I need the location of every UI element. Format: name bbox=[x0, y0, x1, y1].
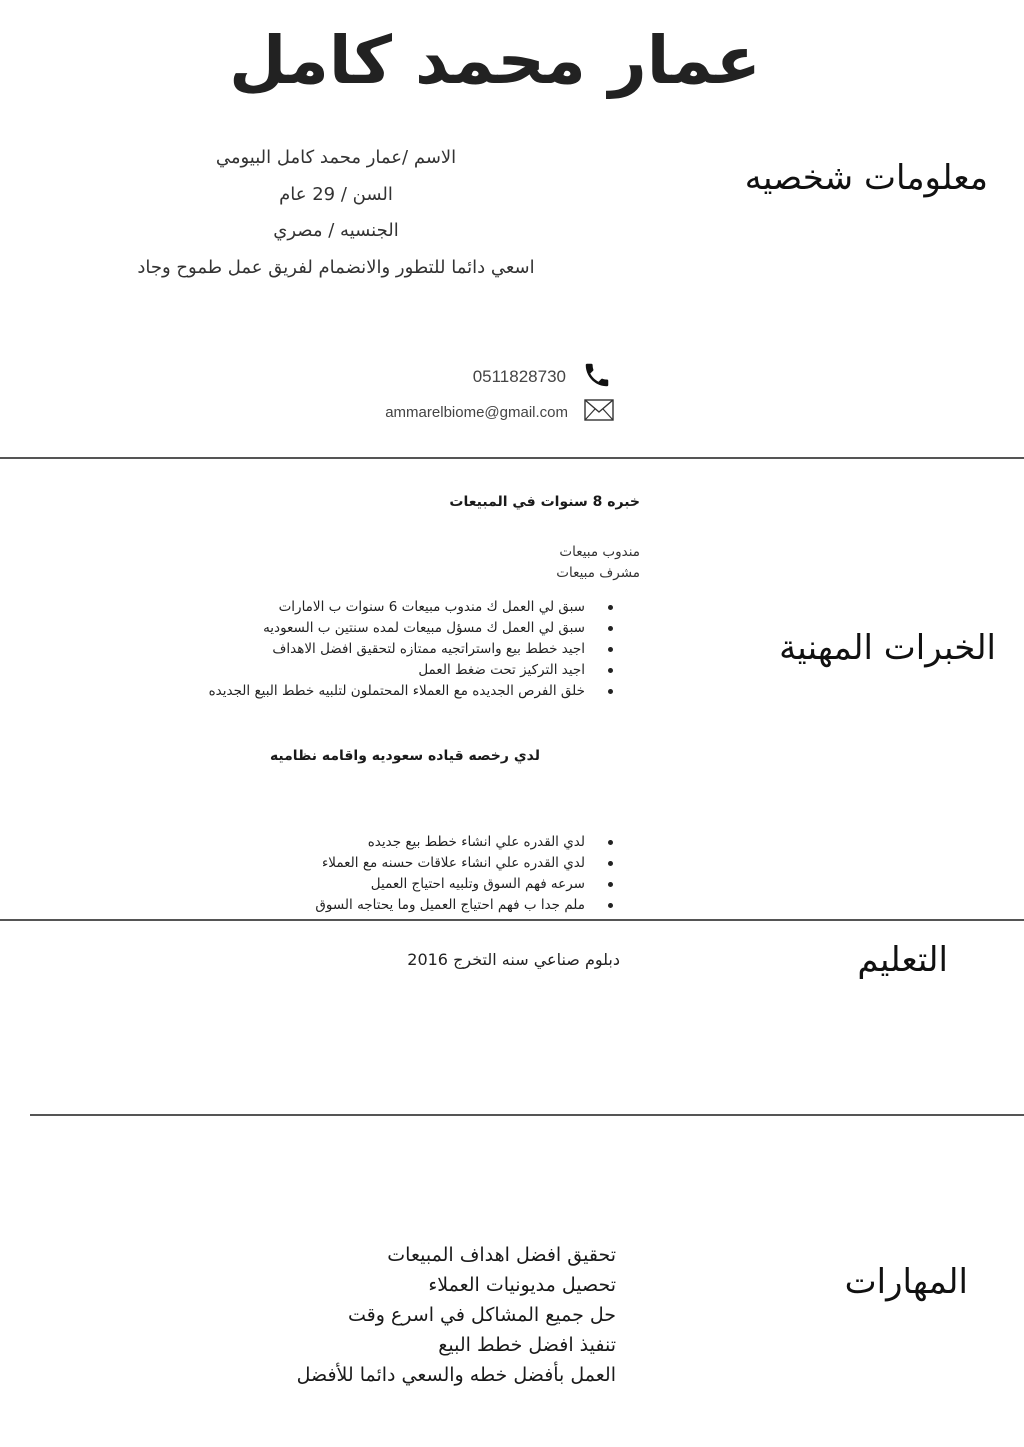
skill-item: تحصيل مديونيات العملاء bbox=[428, 1274, 616, 1296]
list-item: لدي القدره علي انشاء خطط بيع جديده bbox=[315, 832, 613, 853]
email-row bbox=[385, 399, 614, 425]
education-text: دبلوم صناعي سنه التخرج 2016 bbox=[407, 950, 620, 969]
personal-nationality-line: الجنسيه / مصري bbox=[273, 220, 399, 241]
phone-number[interactable]: 0511828730 bbox=[472, 367, 566, 386]
skill-item: تنفيذ افضل خطط البيع bbox=[438, 1334, 616, 1356]
experience-bullets bbox=[209, 597, 613, 702]
ability-bullets bbox=[315, 832, 613, 916]
envelope-icon bbox=[584, 399, 614, 425]
list-item: خلق الفرص الجديده مع العملاء المحتملون لتلبيه خطط البيع الجديده bbox=[209, 681, 613, 702]
list-item: اجيد خطط بيع واستراتجيه ممتازه لتحقيق افضل الاهداف bbox=[209, 639, 613, 660]
personal-objective-line: اسعي دائما للتطور والانضمام لفريق عمل طموح وجاد bbox=[137, 256, 535, 278]
section-divider bbox=[0, 919, 1024, 921]
license-heading: لدي رخصه قياده سعوديه واقامه نظاميه bbox=[269, 748, 540, 764]
personal-name-line: الاسم /عمار محمد كامل البيومي bbox=[215, 147, 457, 168]
skills-title: المهارات bbox=[844, 1262, 968, 1302]
experience-title: الخبرات المهنية bbox=[779, 628, 996, 668]
skills-list bbox=[297, 1240, 616, 1390]
experience-heading: خبره 8 سنوات في المبيعات bbox=[449, 494, 640, 510]
list-item: سبق لي العمل ك مندوب مبيعات 6 سنوات ب الامارات bbox=[209, 597, 613, 618]
personal-info-lines bbox=[96, 140, 576, 286]
skill-item: تحقيق افضل اهداف المبيعات bbox=[387, 1244, 616, 1266]
resume-name: عمار محمد كامل bbox=[229, 22, 761, 99]
role-item: مشرف مبيعات bbox=[556, 565, 640, 581]
list-item: سرعه فهم السوق وتلبيه احتياج العميل bbox=[315, 874, 613, 895]
list-item: لدي القدره علي انشاء علاقات حسنه مع العملاء bbox=[315, 853, 613, 874]
phone-row bbox=[473, 360, 612, 394]
roles-list bbox=[556, 542, 640, 584]
phone-icon bbox=[582, 360, 612, 394]
role-item: مندوب مبيعات bbox=[559, 544, 640, 560]
personal-age-line: السن / 29 عام bbox=[279, 183, 393, 205]
section-divider bbox=[30, 1114, 1024, 1116]
list-item: ملم جدا ب فهم احتياج العميل وما يحتاجه السوق bbox=[315, 895, 613, 916]
section-divider bbox=[0, 457, 1024, 459]
email-address[interactable]: ammarelbiome@gmail.com bbox=[385, 403, 568, 421]
skill-item: حل جميع المشاكل في اسرع وقت bbox=[348, 1304, 616, 1326]
skill-item: العمل بأفضل خطه والسعي دائما للأفضل bbox=[296, 1364, 616, 1386]
education-title: التعليم bbox=[857, 940, 948, 980]
personal-info-title: معلومات شخصيه bbox=[744, 158, 988, 198]
list-item: اجيد التركيز تحت ضغط العمل bbox=[209, 660, 613, 681]
list-item: سبق لي العمل ك مسؤل مبيعات لمده سنتين ب السعوديه bbox=[209, 618, 613, 639]
